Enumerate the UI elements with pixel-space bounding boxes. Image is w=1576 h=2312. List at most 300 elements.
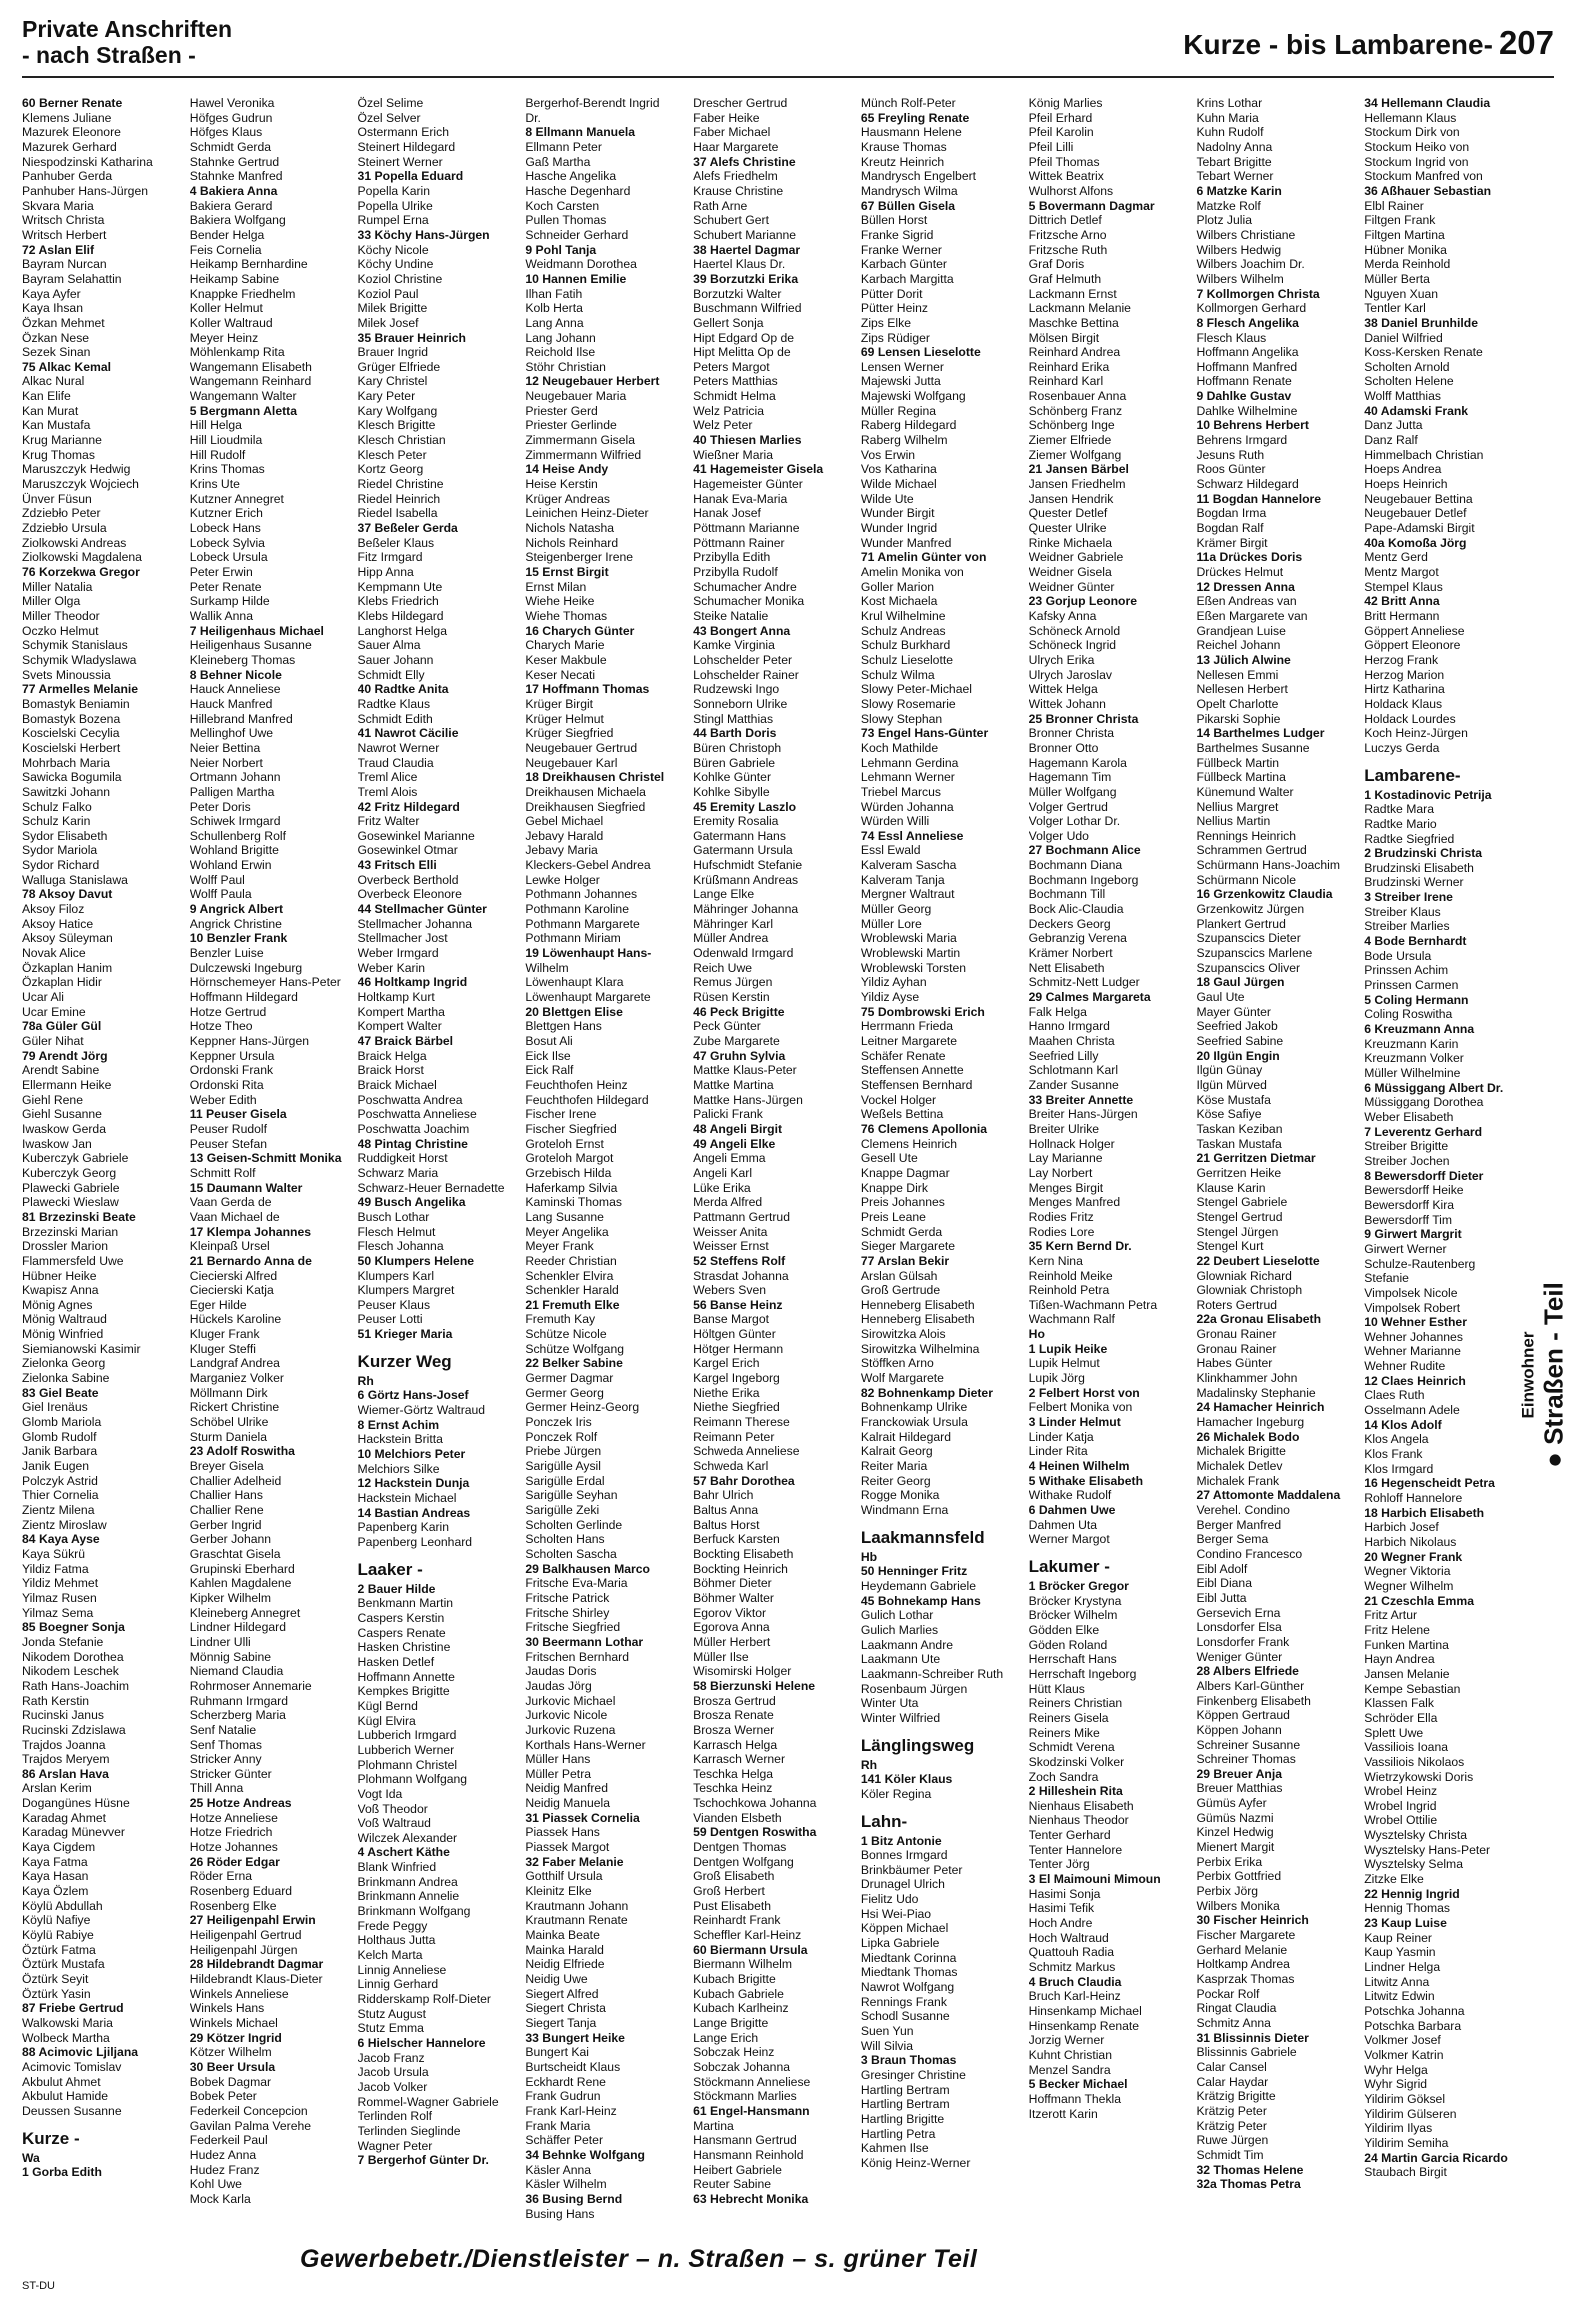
- resident-entry: Odenwald Irmgard: [693, 946, 794, 961]
- resident-entry: Stutz August: [357, 2006, 426, 2021]
- resident-entry: Klemens Juliane: [22, 110, 112, 125]
- resident-entry: Gulich Lothar: [860, 1608, 934, 1623]
- resident-entry: 10 Melchiors Peter: [357, 1447, 466, 1462]
- directory-column: [190, 96, 348, 2236]
- resident-entry: Hasken Detlef: [357, 1654, 435, 1669]
- resident-entry: Sirowitzka Wilhelmina: [860, 1341, 980, 1356]
- resident-entry: Nellius Martin: [1196, 814, 1271, 829]
- resident-entry: Rosenberg Elke: [189, 1898, 277, 1913]
- resident-entry: Pütter Dorit: [860, 286, 923, 301]
- resident-entry: 4 Heinen Wilhelm: [1028, 1459, 1130, 1474]
- resident-entry: Özkan Mehmet: [22, 315, 105, 330]
- resident-entry: Büren Gabriele: [693, 755, 776, 770]
- resident-entry: Arslan Gülsah: [860, 1268, 938, 1283]
- directory-column: [358, 96, 516, 2236]
- resident-entry: Radtke Klaus: [357, 696, 431, 711]
- resident-entry: 7 Kollmorgen Christa: [1196, 286, 1320, 301]
- resident-entry: Reichold Ilse: [525, 345, 596, 360]
- resident-entry: Krug Thomas: [22, 447, 95, 462]
- resident-entry: Wallik Anna: [189, 608, 253, 623]
- resident-entry: Kafsky Anna: [1028, 608, 1097, 623]
- resident-entry: 4 Bruch Claudia: [1028, 1974, 1122, 1989]
- resident-entry: Pape-Adamski Birgit: [1364, 521, 1475, 536]
- resident-entry: Nichols Reinhard: [525, 535, 619, 550]
- resident-entry: Kalveram Sascha: [860, 858, 957, 873]
- resident-entry: Köylü Rabiye: [22, 1928, 94, 1943]
- resident-entry: Overbeck Berthold: [357, 872, 459, 887]
- resident-entry: Wittek Helga: [1028, 682, 1098, 697]
- resident-entry: Germer Heinz-Georg: [525, 1400, 640, 1415]
- resident-entry: Dahlke Wilhelmine: [1196, 403, 1298, 418]
- resident-entry: Mandrysch Wilma: [860, 183, 958, 198]
- resident-entry: Terlinden Sieglinde: [357, 2123, 461, 2138]
- resident-entry: Weidner Gabriele: [1028, 550, 1124, 565]
- resident-entry: Popella Ulrike: [357, 198, 433, 213]
- resident-entry: Welz Peter: [693, 418, 753, 433]
- resident-entry: Karadag Ahmet: [22, 1810, 107, 1825]
- resident-entry: Schiwek Irmgard: [189, 814, 281, 829]
- resident-entry: Schröder Ella: [1364, 1710, 1438, 1725]
- district-code: Wa: [22, 2150, 40, 2165]
- resident-entry: Skvara Maria: [22, 198, 94, 213]
- resident-entry: 25 Bronner Christa: [1028, 711, 1139, 726]
- resident-entry: Iwaskow Gerda: [22, 1121, 106, 1136]
- resident-entry: Rosenbauer Anna: [1028, 389, 1127, 404]
- resident-entry: 12 Dressen Anna: [1196, 579, 1295, 594]
- resident-entry: Heiligenpahl Gertrud: [189, 1928, 302, 1943]
- resident-entry: Holtkamp Kurt: [357, 990, 435, 1005]
- resident-entry: Staubach Birgit: [1364, 2165, 1447, 2180]
- resident-entry: Kutzner Annegret: [189, 491, 284, 506]
- resident-entry: 15 Daumann Walter: [189, 1180, 303, 1195]
- resident-entry: Nellius Margret: [1196, 799, 1279, 814]
- resident-entry: Lonsdorfer Frank: [1196, 1634, 1290, 1649]
- resident-entry: Zdziebło Ursula: [22, 521, 107, 536]
- resident-entry: Reiter Georg: [860, 1473, 931, 1488]
- resident-entry: Koscielski Herbert: [22, 740, 121, 755]
- resident-entry: Würden Willi: [860, 814, 930, 829]
- resident-entry: Windmann Erna: [860, 1503, 949, 1517]
- resident-entry: Jacob Franz: [357, 2050, 425, 2065]
- resident-entry: Wehner Marianne: [1364, 1344, 1461, 1359]
- resident-entry: Landgraf Andrea: [189, 1356, 280, 1371]
- resident-entry: Glomb Rudolf: [22, 1429, 97, 1444]
- resident-entry: Özkan Nese: [22, 330, 90, 345]
- resident-entry: Wohland Brigitte: [189, 843, 279, 858]
- resident-entry: 86 Arslan Hava: [22, 1766, 109, 1781]
- resident-entry: Leinichen Heinz-Dieter: [525, 506, 649, 521]
- resident-entry: Höltgen Günter: [693, 1327, 776, 1342]
- resident-entry: Schymik Wladyslawa: [22, 652, 137, 667]
- resident-entry: Löwenhaupt Margarete: [525, 990, 651, 1005]
- resident-entry: Walkowski Maria: [22, 2015, 113, 2030]
- resident-entry: Stricker Günter: [189, 1766, 272, 1781]
- resident-entry: Hübner Heike: [22, 1268, 97, 1283]
- resident-entry: Klesch Christian: [357, 433, 446, 448]
- resident-entry: 39 Borzutzki Erika: [693, 271, 799, 286]
- resident-entry: Hamacher Ingeburg: [1196, 1415, 1305, 1430]
- resident-entry: Rickert Christine: [189, 1400, 280, 1415]
- resident-entry: Pothmann Miriam: [525, 931, 621, 946]
- resident-entry: Bakiera Wolfgang: [189, 213, 286, 228]
- resident-entry: Gavilan Palma Verehe: [189, 2118, 312, 2133]
- resident-entry: Bakiera Gerard: [189, 198, 273, 213]
- resident-entry: Bonnes Irmgard: [860, 1848, 948, 1863]
- resident-entry: Jebavy Harald: [525, 828, 604, 843]
- resident-entry: 32a Thomas Petra: [1196, 2177, 1301, 2192]
- resident-entry: Herrschaft Hans: [1028, 1652, 1117, 1667]
- resident-entry: Caspers Kerstin: [357, 1610, 445, 1625]
- resident-entry: Vaan Gerda de: [189, 1195, 272, 1210]
- resident-entry: Klumpers Margret: [357, 1283, 455, 1298]
- resident-entry: Mienert Margit: [1196, 1840, 1275, 1855]
- resident-entry: Hasimi Sonja: [1028, 1886, 1101, 1901]
- resident-entry: Rüsen Kerstin: [693, 990, 770, 1005]
- resident-entry: Meyer Angelika: [525, 1224, 609, 1239]
- resident-entry: Klesch Peter: [357, 447, 427, 462]
- resident-entry: 20 Ilgün Engin: [1196, 1048, 1280, 1063]
- resident-entry: Müller Wolfgang: [1028, 784, 1117, 799]
- resident-entry: Weber Karin: [357, 960, 426, 975]
- resident-entry: Krautmann Renate: [525, 1913, 628, 1928]
- resident-entry: Rath Kerstin: [22, 1693, 90, 1708]
- resident-entry: Niespodzinski Katharina: [22, 154, 153, 169]
- resident-entry: Böhmer Dieter: [693, 1576, 772, 1591]
- resident-entry: Alkac Nural: [22, 374, 85, 389]
- resident-entry: Zielonka Georg: [22, 1356, 106, 1371]
- resident-entry: Eger Hilde: [189, 1297, 247, 1312]
- resident-entry: Bergerhof-Berendt Ingrid: [525, 96, 660, 110]
- resident-entry: Egorova Anna: [693, 1620, 770, 1635]
- resident-entry: Ridderskamp Rolf-Dieter: [357, 1992, 491, 2007]
- resident-entry: Kalveram Tanja: [860, 872, 945, 887]
- resident-entry: Sarigülle Aysil: [525, 1459, 601, 1474]
- resident-entry: Gatermann Ursula: [693, 843, 793, 858]
- resident-entry: 52 Steffens Rolf: [693, 1253, 786, 1268]
- resident-entry: Köylü Abdullah: [22, 1898, 103, 1913]
- resident-entry: Gellert Sonja: [693, 315, 764, 330]
- resident-entry: Acimovic Tomislav: [22, 2059, 122, 2074]
- resident-entry: 13 Geisen-Schmitt Monika: [189, 1151, 342, 1166]
- resident-entry: Krüger Siegfried: [525, 726, 614, 741]
- resident-entry: Müller Andrea: [693, 931, 769, 946]
- resident-entry: Gresinger Christine: [860, 2068, 966, 2082]
- resident-entry: Hoch Waltraud: [1028, 1930, 1109, 1945]
- resident-entry: Lohschelder Peter: [693, 652, 793, 667]
- resident-entry: Reiners Christian: [1028, 1696, 1123, 1711]
- resident-entry: Stockum Dirk von: [1364, 125, 1460, 140]
- resident-entry: Müller Petra: [525, 1766, 592, 1781]
- resident-entry: Sonneborn Ulrike: [693, 696, 788, 711]
- resident-entry: Groteloh Ernst: [525, 1136, 604, 1151]
- resident-entry: Hanak Eva-Maria: [693, 491, 788, 506]
- resident-entry: Zube Margarete: [693, 1034, 780, 1048]
- resident-entry: Flesch Helmut: [357, 1224, 436, 1239]
- resident-entry: Peuser Rudolf: [189, 1121, 267, 1136]
- resident-entry: Kasprzak Thomas: [1196, 1972, 1295, 1986]
- resident-entry: Rogge Monika: [860, 1488, 940, 1503]
- resident-entry: Zientz Milena: [22, 1503, 95, 1517]
- resident-entry: Roos Günter: [1196, 462, 1266, 477]
- resident-entry: Yildiz Mehmet: [22, 1576, 99, 1591]
- resident-entry: Müller Lore: [860, 916, 922, 931]
- resident-entry: Kuberczyk Georg: [22, 1165, 117, 1180]
- resident-entry: Bronner Christa: [1028, 726, 1115, 741]
- resident-entry: Stockum Heiko von: [1364, 139, 1470, 154]
- resident-entry: Tschochkowa Johanna: [693, 1796, 817, 1811]
- resident-entry: Kary Christel: [357, 374, 428, 389]
- resident-entry: Senf Thomas: [189, 1737, 263, 1752]
- resident-entry: Popella Karin: [357, 183, 431, 198]
- resident-entry: Neidig Manuela: [525, 1796, 611, 1811]
- resident-entry: Kluger Frank: [189, 1327, 260, 1342]
- resident-entry: Hoffmann Angelika: [1196, 345, 1299, 360]
- resident-entry: 2 Felbert Horst von: [1028, 1385, 1140, 1400]
- resident-entry: 10 Hannen Emilie: [525, 271, 627, 286]
- resident-entry: Mergner Waltraut: [860, 887, 955, 902]
- resident-entry: Neugebauer Maria: [525, 389, 627, 404]
- resident-entry: Pfeil Thomas: [1028, 154, 1100, 169]
- resident-entry: Mazurek Eleonore: [22, 125, 121, 140]
- resident-entry: Kluger Steffi: [189, 1341, 256, 1356]
- resident-entry: Bayram Selahattin: [22, 271, 122, 286]
- header-rule: [22, 76, 1554, 78]
- resident-entry: Falk Helga: [1028, 1004, 1087, 1019]
- resident-entry: 18 Harbich Elisabeth: [1364, 1505, 1485, 1520]
- resident-entry: Lackmann Melanie: [1028, 301, 1131, 316]
- resident-entry: Fritsche Siegfried: [525, 1620, 621, 1635]
- resident-entry: 7 Leverentz Gerhard: [1364, 1124, 1483, 1139]
- resident-entry: Wolff Paula: [189, 887, 252, 902]
- resident-entry: Ruwe Jürgen: [1196, 2133, 1269, 2148]
- resident-entry: Mazurek Gerhard: [22, 139, 117, 154]
- resident-entry: Groß Herbert: [693, 1884, 765, 1899]
- resident-entry: 81 Brzezinski Beate: [22, 1209, 136, 1224]
- resident-entry: Gronau Rainer: [1196, 1341, 1277, 1356]
- resident-entry: Schubert Gert: [693, 213, 769, 228]
- resident-entry: Priester Gerlinde: [525, 418, 617, 433]
- resident-entry: 31 Blissinnis Dieter: [1196, 2030, 1309, 2045]
- resident-entry: Potschka Johanna: [1364, 2004, 1465, 2018]
- resident-entry: Groß Gertrude: [860, 1283, 941, 1298]
- resident-entry: Claes Ruth: [1364, 1388, 1425, 1403]
- resident-entry: Linder Rita: [1028, 1444, 1088, 1459]
- resident-entry: Kötzer Wilhelm: [189, 2045, 272, 2060]
- resident-entry: Angeli Emma: [693, 1151, 766, 1166]
- resident-entry: Büllen Horst: [860, 213, 928, 228]
- resident-entry: Özkaplan Hidir: [22, 975, 102, 990]
- resident-entry: 42 Fritz Hildegard: [357, 799, 460, 814]
- resident-entry: 69 Lensen Lieselotte: [860, 345, 981, 360]
- resident-entry: 1 Gorba Edith: [22, 2165, 102, 2180]
- resident-entry: Karrasch Werner: [693, 1752, 785, 1767]
- resident-entry: Lupik Helmut: [1028, 1356, 1100, 1371]
- resident-entry: Blissinnis Gabriele: [1196, 2045, 1297, 2060]
- resident-entry: 1 Kostadinovic Petrija: [1364, 787, 1492, 802]
- street-heading: Lahn-: [860, 1811, 908, 1831]
- resident-entry: Wietrzykowski Doris: [1364, 1769, 1474, 1784]
- resident-entry: Stöckmann Marlies: [693, 2089, 797, 2104]
- resident-entry: Kahlen Magdalene: [189, 1576, 292, 1591]
- resident-entry: Braick Michael: [357, 1077, 437, 1092]
- directory-column: [1196, 96, 1354, 2236]
- resident-entry: Will Silvia: [860, 2038, 914, 2053]
- resident-entry: Fritz Helene: [1364, 1622, 1430, 1637]
- resident-entry: Arslan Kerim: [22, 1781, 92, 1796]
- resident-entry: Voß Waltraud: [357, 1816, 431, 1831]
- resident-entry: Wangemann Walter: [189, 389, 297, 404]
- resident-entry: Kügl Bernd: [357, 1698, 418, 1713]
- resident-entry: Michalek Frank: [1196, 1473, 1280, 1488]
- resident-entry: 21 Gerritzen Dietmar: [1196, 1151, 1316, 1166]
- resident-entry: 16 Hegenscheidt Petra: [1364, 1476, 1495, 1491]
- resident-entry: Remus Jürgen: [693, 975, 773, 990]
- resident-entry: Reiter Maria: [860, 1459, 928, 1474]
- resident-entry: Mönig Waltraud: [22, 1312, 107, 1327]
- resident-entry: Kempkes Brigitte: [357, 1684, 450, 1699]
- resident-entry: Elbl Rainer: [1364, 198, 1424, 213]
- resident-entry: 3 Linder Helmut: [1028, 1415, 1121, 1430]
- resident-entry: Peuser Klaus: [357, 1297, 431, 1312]
- resident-entry: Stengel Gabriele: [1196, 1195, 1288, 1210]
- resident-entry: Bode Ursula: [1364, 948, 1432, 963]
- resident-entry: Jurkovic Michael: [525, 1693, 616, 1708]
- resident-entry: Sezek Sinan: [22, 345, 91, 360]
- resident-entry: Özel Selver: [357, 110, 421, 125]
- resident-entry: Angrick Christine: [189, 916, 282, 931]
- resident-entry: Brinkbäumer Peter: [860, 1862, 963, 1877]
- resident-entry: Lensen Werner: [860, 359, 944, 374]
- resident-entry: Kreuzmann Volker: [1364, 1051, 1464, 1066]
- resident-entry: Vimpolsek Robert: [1364, 1300, 1461, 1315]
- resident-entry: Nguyen Xuan: [1364, 286, 1439, 301]
- resident-entry: Polczyk Astrid: [22, 1473, 98, 1488]
- resident-entry: Fielitz Udo: [860, 1892, 919, 1907]
- resident-entry: Thill Anna: [189, 1781, 244, 1796]
- resident-entry: 19 Löwenhaupt Hans-: [525, 946, 652, 961]
- resident-entry: Wachmann Ralf: [1028, 1312, 1115, 1327]
- resident-entry: 36 Busing Bernd: [525, 2191, 623, 2206]
- resident-entry: Mainka Beate: [525, 1928, 600, 1943]
- resident-entry: 3 Streiber Irene: [1364, 890, 1453, 905]
- resident-entry: Köse Mustafa: [1196, 1092, 1271, 1107]
- resident-entry: Dreikhausen Michaela: [525, 784, 646, 799]
- resident-entry: Göppert Eleonore: [1364, 638, 1461, 653]
- resident-entry: Gerhard Melanie: [1196, 1942, 1288, 1957]
- resident-entry: 71 Amelin Günter von: [860, 550, 987, 565]
- resident-entry: Hartling Brigitte: [860, 2111, 945, 2126]
- resident-entry: Ziolkowski Andreas: [22, 535, 127, 550]
- resident-entry: 3 Braun Thomas: [860, 2053, 957, 2068]
- resident-entry: Hinsenkamp Michael: [1028, 2004, 1142, 2018]
- resident-entry: Danz Ralf: [1364, 433, 1418, 448]
- resident-entry: Kempmann Ute: [357, 579, 443, 594]
- resident-entry: Köppen Gertraud: [1196, 1708, 1290, 1723]
- resident-entry: Amelin Monika von: [860, 565, 964, 579]
- resident-entry: 29 Calmes Margareta: [1028, 990, 1151, 1005]
- resident-entry: Potschka Barbara: [1364, 2018, 1462, 2033]
- resident-entry: Müller Berta: [1364, 271, 1430, 286]
- resident-entry: 48 Pintag Christine: [357, 1136, 468, 1151]
- resident-entry: Schlotmann Karl: [1028, 1063, 1119, 1078]
- resident-entry: Neidig Uwe: [525, 1972, 588, 1986]
- resident-entry: Charych Marie: [525, 638, 605, 653]
- resident-entry: Kary Wolfgang: [357, 403, 438, 418]
- resident-entry: Brinkmann Annelie: [357, 1889, 460, 1904]
- resident-entry: Grzenkowitz Jürgen: [1196, 902, 1305, 917]
- resident-entry: Herrschaft Ingeborg: [1028, 1666, 1137, 1681]
- resident-entry: Lonsdorfer Elsa: [1196, 1620, 1282, 1635]
- resident-entry: Hackstein Michael: [357, 1491, 457, 1506]
- resident-entry: Pockar Rolf: [1196, 1986, 1260, 2001]
- resident-entry: Bomastyk Bozena: [22, 711, 121, 726]
- resident-entry: Drunagel Ulrich: [860, 1877, 945, 1892]
- resident-entry: 40a Komoßa Jörg: [1364, 535, 1467, 550]
- resident-entry: Mayer Günter: [1196, 1004, 1271, 1019]
- resident-entry: Overbeck Eleonore: [357, 887, 462, 902]
- resident-entry: 61 Engel-Hansmann: [693, 2103, 810, 2118]
- resident-entry: Buschmann Wilfried: [693, 301, 802, 316]
- resident-entry: Siegert Alfred: [525, 1986, 599, 2001]
- resident-entry: Hausmann Helene: [860, 125, 962, 140]
- resident-entry: Reimann Therese: [693, 1415, 790, 1430]
- resident-entry: Felbert Monika von: [1028, 1400, 1133, 1415]
- resident-entry: Nellesen Herbert: [1196, 682, 1288, 697]
- resident-entry: Kollmorgen Gerhard: [1196, 301, 1307, 316]
- resident-entry: Stöckmann Anneliese: [693, 2074, 811, 2089]
- resident-entry: Hansmann Reinhold: [693, 2147, 804, 2162]
- resident-entry: Przibylla Rudolf: [693, 565, 778, 579]
- resident-entry: Knappke Friedhelm: [189, 286, 296, 301]
- resident-entry: Wilde Michael: [860, 477, 937, 492]
- resident-entry: 12 Hackstein Dunja: [357, 1476, 470, 1491]
- resident-entry: Künemund Walter: [1196, 784, 1294, 799]
- resident-entry: 27 Bochmann Alice: [1028, 843, 1141, 858]
- resident-entry: Michalek Brigitte: [1196, 1444, 1286, 1459]
- resident-entry: Menges Birgit: [1028, 1180, 1104, 1195]
- resident-entry: Kubach Gabriele: [693, 1986, 784, 2001]
- resident-entry: Gotthilf Ursula: [525, 1869, 603, 1884]
- resident-entry: Bohnenkamp Ulrike: [860, 1400, 968, 1415]
- resident-entry: Reimann Peter: [693, 1429, 775, 1444]
- resident-entry: Deussen Susanne: [22, 2103, 122, 2118]
- resident-entry: Stöffken Arno: [860, 1356, 934, 1371]
- resident-entry: Krins Lothar: [1196, 96, 1263, 110]
- resident-entry: Panhuber Gerda: [22, 169, 113, 184]
- resident-entry: Scholten Arnold: [1364, 359, 1450, 374]
- resident-entry: Hill Helga: [189, 418, 242, 433]
- resident-entry: Schwarz Maria: [357, 1165, 439, 1180]
- resident-entry: Kan Elife: [22, 389, 71, 404]
- resident-entry: Meyer Frank: [525, 1239, 594, 1254]
- resident-entry: Trajdos Joanna: [22, 1737, 106, 1752]
- resident-entry: Alefs Friedhelm: [693, 169, 778, 184]
- resident-entry: Walluga Stanislawa: [22, 872, 128, 887]
- resident-entry: Baltus Horst: [693, 1517, 760, 1532]
- resident-entry: Schönberg Inge: [1028, 418, 1115, 433]
- resident-entry: Drossler Marion: [22, 1239, 109, 1254]
- resident-entry: Jansen Friedhelm: [1028, 477, 1126, 492]
- resident-entry: Papenberg Leonhard: [357, 1535, 473, 1549]
- resident-entry: Brudzinski Elisabeth: [1364, 860, 1474, 875]
- resident-entry: Mainka Harald: [525, 1942, 604, 1957]
- resident-entry: Wyhr Helga: [1364, 2062, 1428, 2077]
- street-heading: Lambarene-: [1364, 765, 1461, 785]
- resident-entry: Goller Marion: [860, 579, 935, 594]
- resident-entry: Miedtank Thomas: [860, 1965, 958, 1980]
- resident-entry: Hawel Veronika: [189, 96, 275, 110]
- resident-entry: Aksoy Süleyman: [22, 931, 113, 946]
